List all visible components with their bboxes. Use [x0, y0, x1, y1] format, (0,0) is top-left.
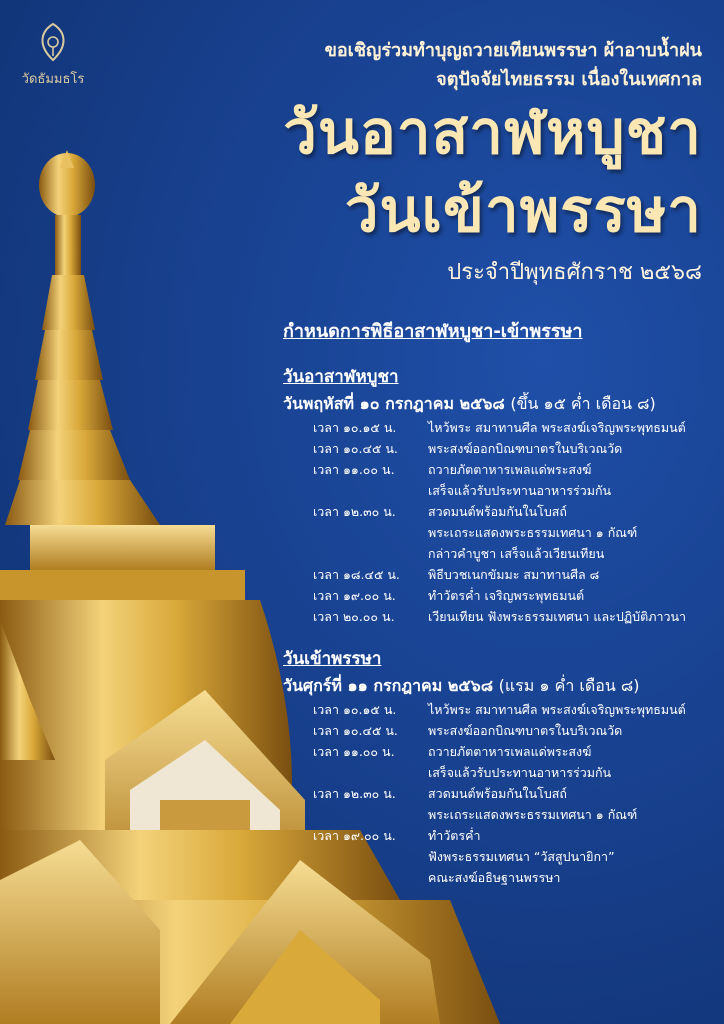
invite-line-2: จตุปัจจัยไทยธรรม เนื่องในเทศกาล — [436, 69, 702, 90]
time: เวลา ๑๒.๓๐ น. — [313, 504, 396, 519]
activity: ทำวัตรค่ำ เจริญพระพุทธมนต์ — [428, 588, 585, 603]
time: เวลา ๑๙.๐๐ น. — [313, 828, 396, 843]
day-heading-khao-phansa: วันเข้าพรรษา — [283, 649, 382, 669]
schedule-row — [283, 564, 723, 585]
activity: ถวายภัตตาหารเพลแด่พระสงฆ์ — [428, 462, 592, 477]
lunar-date: (ขึ้น ๑๕ ค่ำ เดือน ๘) — [510, 394, 656, 413]
activity: พระสงฆ์ออกบิณฑบาตรในบริเวณวัด — [428, 441, 623, 456]
activity: ถวายภัตตาหารเพลแด่พระสงฆ์ — [428, 744, 592, 759]
title-line-1: วันอาสาฬหบูชา — [283, 98, 702, 168]
header — [283, 36, 702, 289]
activity-continued: พระเถระแสดงพระธรรมเทศนา ๑ กัณฑ์ — [428, 525, 638, 540]
date-text: วันศุกร์ที่ ๑๑ กรกฎาคม ๒๕๖๘ — [283, 676, 494, 695]
activity: พระสงฆ์ออกบิณฑบาตรในบริเวณวัด — [428, 723, 623, 738]
time: เวลา ๑๐.๔๕ น. — [313, 723, 398, 738]
schedule-row — [283, 438, 723, 459]
date-text: วันพฤหัสที่ ๑๐ กรกฎาคม ๒๕๖๘ — [283, 394, 505, 413]
schedule-row — [283, 825, 723, 846]
lunar-date: (แรม ๑ ค่ำ เดือน ๘) — [498, 676, 640, 695]
day-date-khao-phansa — [283, 674, 723, 699]
activity: ไหว้พระ สมาทานศีล พระสงฆ์เจริญพระพุทธมนต์ — [428, 702, 686, 717]
schedule-row — [283, 699, 723, 720]
activity: เวียนเทียน ฟังพระธรรมเทศนา และปฏิบัติภาวนา — [428, 609, 687, 624]
activity-continued: กล่าวคำบูชา เสร็จแล้วเวียนเทียน — [428, 546, 605, 561]
time: เวลา ๑๐.๑๕ น. — [313, 420, 397, 435]
activity-continued: คณะสงฆ์อธิษฐานพรรษา — [428, 870, 561, 885]
schedule-row — [283, 501, 723, 522]
schedule-row — [283, 585, 723, 606]
day-date-asalha — [283, 392, 723, 417]
schedule-row — [283, 606, 723, 627]
time: เวลา ๑๐.๑๕ น. — [313, 702, 397, 717]
time: เวลา ๑๑.๐๐ น. — [313, 462, 395, 477]
time: เวลา ๑๒.๓๐ น. — [313, 786, 396, 801]
time: เวลา ๑๐.๔๕ น. — [313, 441, 398, 456]
title-line-2: วันเข้าพรรษา — [344, 176, 702, 246]
schedule-row — [283, 417, 723, 438]
temple-name: วัดธัมมธโร — [21, 72, 85, 87]
bodhi-leaf-icon — [36, 22, 70, 62]
activity: สวดมนต์พร้อมกันในโบสถ์ — [428, 786, 567, 801]
activity-continued: เสร็จแล้วรับประทานอาหารร่วมกัน — [428, 483, 612, 498]
schedule-row — [283, 741, 723, 762]
schedule-title: กำหนดการพิธีอาสาฬหบูชา-เข้าพรรษา — [283, 321, 583, 342]
activity: ทำวัตรค่ำ — [428, 828, 481, 843]
activity-continued: ฟังพระธรรมเทศนา “วัสสูปนายิกา” — [428, 849, 615, 864]
activity: ไหว้พระ สมาทานศีล พระสงฆ์เจริญพระพุทธมนต์ — [428, 420, 686, 435]
activity: สวดมนต์พร้อมกันในโบสถ์ — [428, 504, 567, 519]
schedule-row — [283, 459, 723, 480]
activity: พิธีบวชเนกขัมมะ สมาทานศีล ๘ — [428, 567, 600, 582]
time: เวลา ๑๑.๐๐ น. — [313, 744, 395, 759]
time: เวลา ๒๐.๐๐ น. — [313, 609, 395, 624]
time: เวลา ๑๙.๐๐ น. — [313, 588, 396, 603]
day-heading-asalha: วันอาสาฬหบูชา — [283, 367, 399, 387]
temple-logo — [18, 22, 88, 89]
buddhist-era: ประจำปีพุทธศักราช ๒๕๖๘ — [447, 260, 702, 285]
activity-continued: เสร็จแล้วรับประทานอาหารร่วมกัน — [428, 765, 612, 780]
schedule-row — [283, 783, 723, 804]
activity-continued: พระเถระแสดงพระธรรมเทศนา ๑ กัณฑ์ — [428, 807, 638, 822]
schedule — [283, 316, 723, 888]
time: เวลา ๑๘.๔๕ น. — [313, 567, 400, 582]
invite-line-1: ขอเชิญร่วมทำบุญถวายเทียนพรรษา ผ้าอาบน้ำฝน — [324, 40, 702, 61]
schedule-row — [283, 720, 723, 741]
